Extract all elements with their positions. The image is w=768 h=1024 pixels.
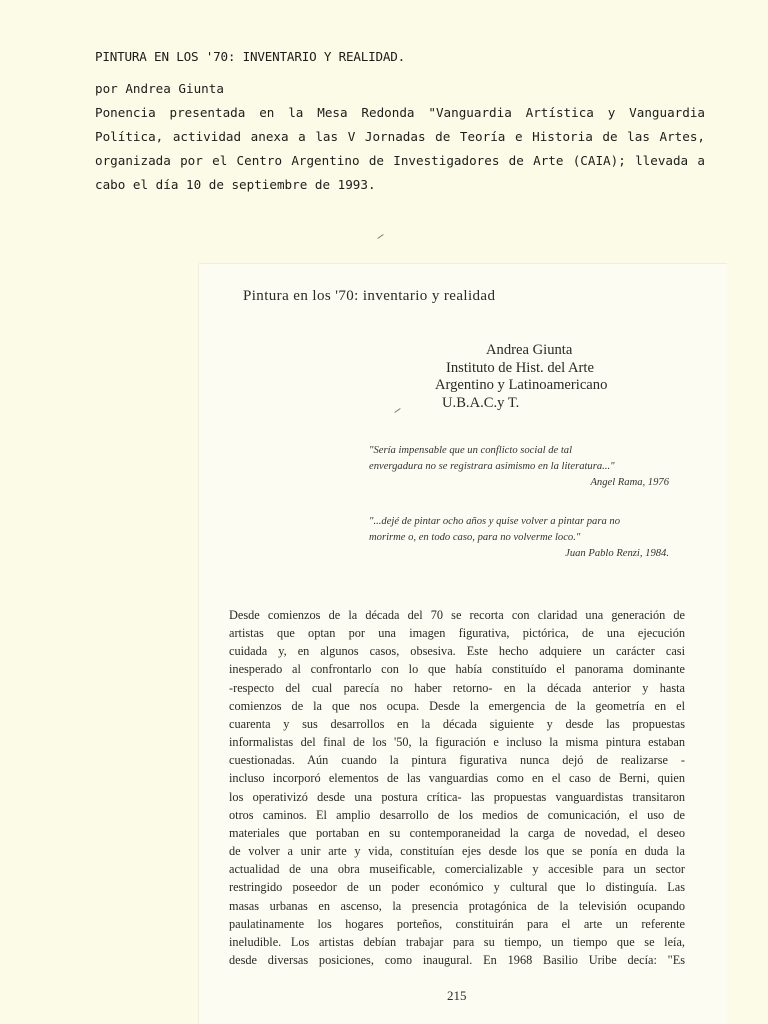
body-line: paulatinamente los hogares porteños, constituirán para el arte un referente: [229, 916, 685, 931]
epigraph-rama: [369, 443, 669, 491]
body-line: Desde comienzos de la década del 70 se recorta con claridad una generación de: [229, 608, 685, 622]
typed-author-line: por Andrea Giunta: [95, 81, 224, 96]
affiliation-line: Argentino y Latinoamericano: [435, 377, 608, 393]
epigraph-line: "...dejé de pintar ocho años y quise volver a pintar para no: [369, 516, 621, 527]
body-line: cuidada y, en algunos casos, obsesiva. Este hecho adquiere un carácter casi: [229, 644, 685, 659]
page-number: 215: [447, 988, 467, 1003]
body-line: cuarenta y sus desarrollos en la década siguiente y desde las propuestas: [229, 716, 685, 731]
article-title: Pintura en los '70: inventario y realidad: [243, 288, 496, 304]
typed-line: Política, actividad anexa a las V Jornadas de Teoría e Historia de las Artes,: [95, 129, 705, 144]
article-body: [229, 606, 685, 969]
typed-title: PINTURA EN LOS '70: INVENTARIO Y REALIDAD.: [95, 49, 406, 64]
body-line: inesperado al confrontarlo con lo que había constituído el panorama dominante: [229, 662, 685, 677]
body-line: cuestionadas. Aún cuando la pintura figurativa nunca dejó de realizarse -: [229, 753, 685, 768]
typed-line: Ponencia presentada en la Mesa Redonda "Vanguardia Artística y Vanguardia: [95, 105, 705, 120]
body-line: -respecto del cual parecía no haber retorno- en la década anterior y hasta: [229, 680, 685, 695]
epigraph-renzi: [369, 514, 669, 562]
body-line: los operativizó desde una postura crítica- las propuestas vanguardistas transitaron: [229, 789, 685, 804]
typed-line: cabo el día 10 de septiembre de 1993.: [95, 177, 376, 192]
body-line: materiales que portaban en su contemporaneidad la carga de novedad, el deseo: [229, 825, 685, 840]
epigraph-line: envergadura no se registrara asimismo en la literatura...": [369, 461, 615, 472]
epigraph-attribution: Juan Pablo Renzi, 1984.: [565, 548, 669, 559]
body-line: otros caminos. El amplio desarrollo de los medios de comunicación, el uso de: [229, 807, 685, 822]
author-block: [435, 342, 607, 412]
epigraph-attribution: Angel Rama, 1976: [590, 477, 669, 488]
body-line: masas urbanas en ascenso, la presencia protagónica de la televisión ocupando: [229, 898, 685, 913]
body-line: de volver a unir arte y vida, constituían ejes desde los que se ponía en duda la: [229, 844, 685, 859]
typed-line: organizada por el Centro Argentino de Investigadores de Arte (CAIA); llevada a: [95, 153, 705, 168]
body-line: informalistas del final de los '50, la figuración e incluso la misma pintura estaban: [229, 735, 685, 750]
typed-description: [95, 77, 705, 197]
epigraph-line: "Sería impensable que un conflicto social de tal: [369, 445, 573, 456]
affiliation-line: U.B.A.C.y T.: [442, 394, 520, 411]
scan-speck: [377, 234, 383, 239]
body-line: actualidad de una obra museificable, comercializable y accesible para un sector: [229, 862, 685, 877]
body-line: incluso incorporó elementos de las vanguardias como en el caso de Berni, quien: [229, 771, 685, 786]
article-clipping: [199, 264, 727, 1024]
body-line: ineludible. Los artistas debían trabajar para su tiempo, un tiempo que se leía,: [229, 934, 685, 949]
affiliation-line: Instituto de Hist. del Arte: [446, 359, 594, 376]
body-line: comienzos de la que nos ocupa. Desde la emergencia de la geometría en el: [229, 698, 685, 713]
author-name: Andrea Giunta: [486, 342, 573, 358]
body-line: restringido poseedor de un poder económico y cultural que lo distinguía. Las: [229, 880, 685, 895]
epigraph-line: morirme o, en todo caso, para no volverme loco.": [369, 532, 581, 543]
body-line: desde diversas posiciones, como inaugural. En 1968 Basilio Uribe decía: "Es: [229, 952, 685, 967]
pen-mark: [394, 408, 400, 413]
body-line: artistas que optan por una imagen figurativa, pictórica, de una ejecución: [229, 626, 685, 641]
